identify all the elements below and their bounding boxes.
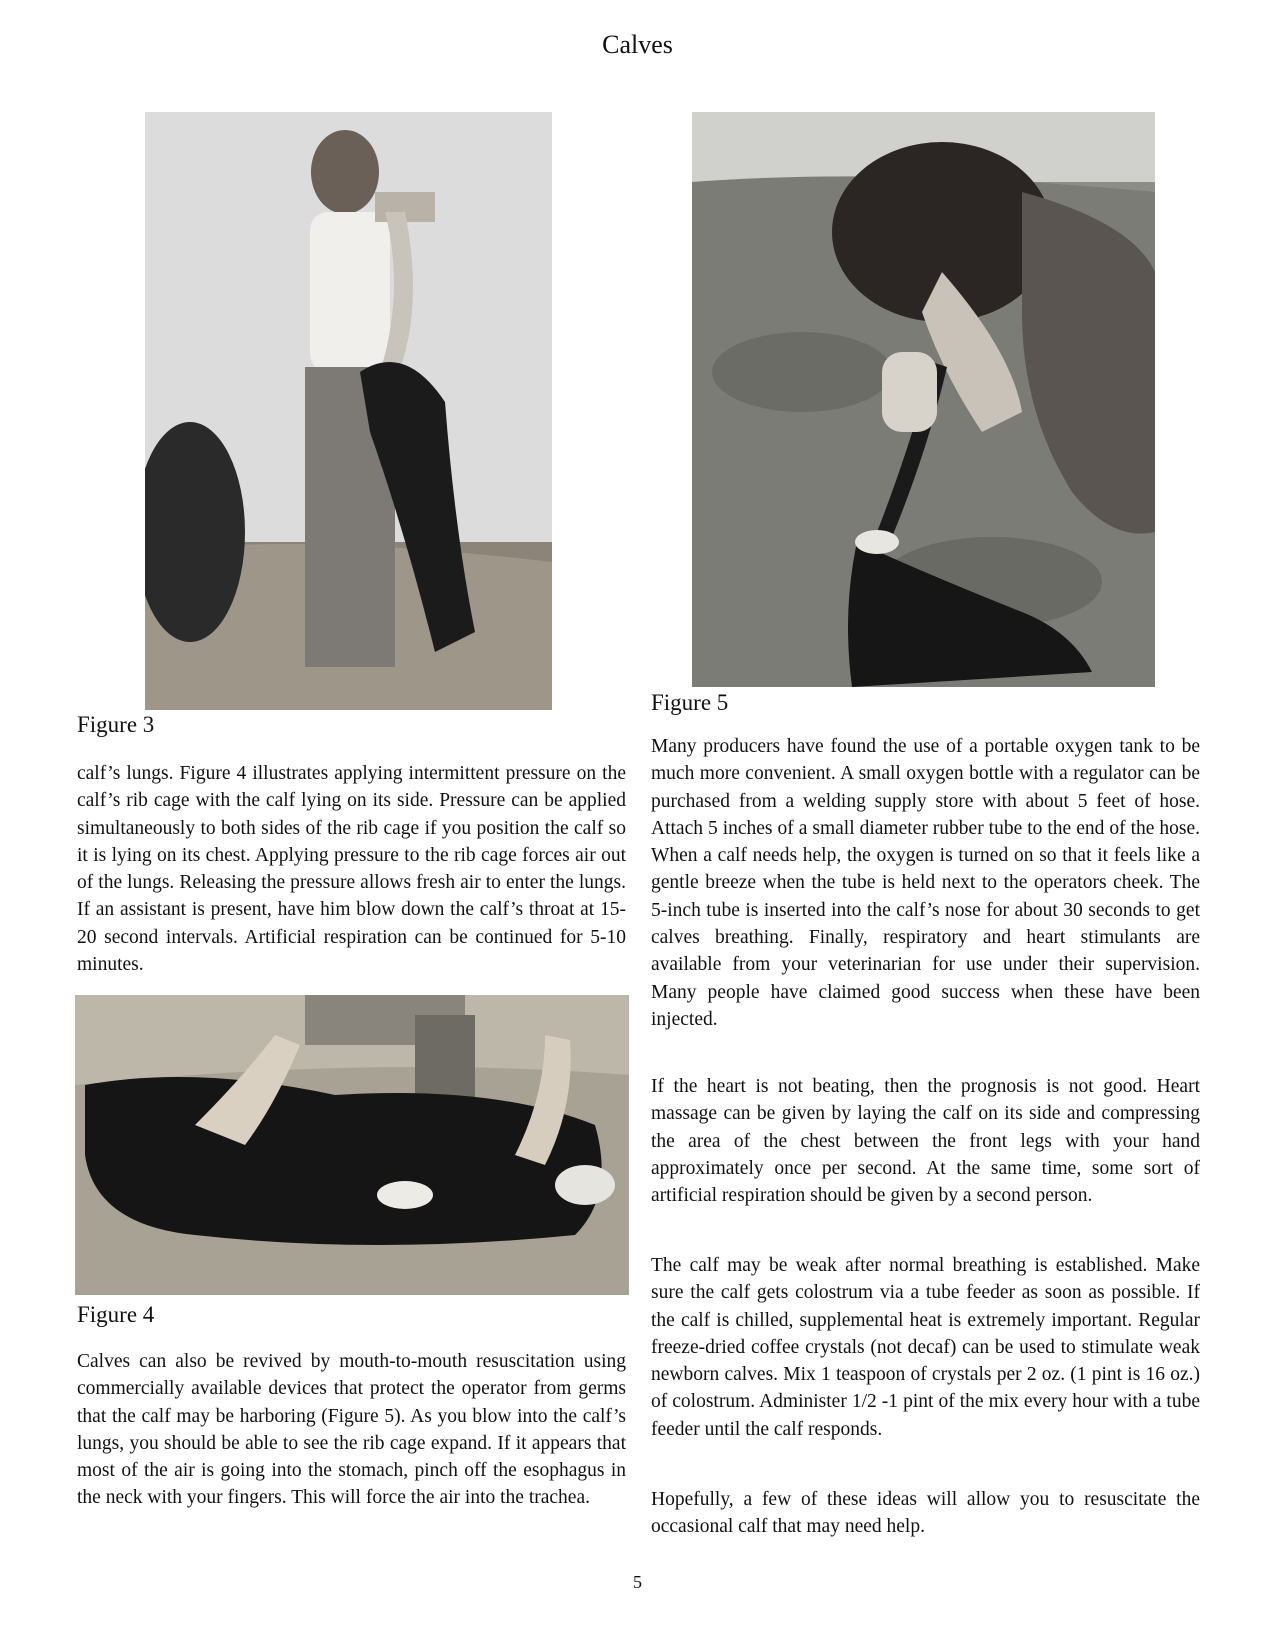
- figure-5-photo: [692, 112, 1155, 687]
- right-paragraph-4: Hopefully, a few of these ideas will allow you to resuscitate the occasional calf that may need help.: [651, 1489, 1200, 1538]
- right-paragraph-2: If the heart is not beating, then the prognosis is not good. Heart massage can be given by laying the calf on its side and compressing the area of the chest between the front legs with your hand approximately once per second. At the same time, some sort of artificial respiration should be given by a second person.: [651, 1076, 1200, 1207]
- figure-5-caption: Figure 5: [651, 690, 729, 715]
- figure-3-caption: Figure 3: [77, 712, 155, 737]
- left-paragraph-2: Calves can also be revived by mouth-to-mouth resuscitation using commercially available devices that protect the operator from germs that the calf may be harboring (Figure 5). As you blow into the calf’s lungs, you should be able to see the rib cage expand. If it appears that most of the air is going into the stomach, pinch off the esophagus in the neck with your fingers. This will force the air into the trachea.: [77, 1351, 626, 1509]
- right-paragraph-3: The calf may be weak after normal breathing is established. Make sure the calf gets colostrum via a tube feeder as soon as possible. If the calf is chilled, supplemental heat is extremely important. Regular freeze-dried coffee crystals (not decaf) can be used to stimulate weak newborn calves. Mix 1 teaspoon of crystals per 2 oz. (1 pint is 16 oz.) of colostrum. Administer 1/2 -1 pint of the mix every hour with a tube feeder until the calf responds.: [651, 1255, 1200, 1440]
- figure-3-photo: [145, 112, 552, 710]
- left-paragraph-1: calf’s lungs. Figure 4 illustrates applying intermittent pressure on the calf’s rib cage with the calf lying on its side. Pressure can be applied simultaneously to both sides of the rib cage if you position the calf so it is lying on its chest. Applying pressure to the rib cage forces air out of the lungs. Releasing the pressure allows fresh air to enter the lungs. If an assistant is present, have him blow down the calf’s throat at 15-20 second intervals. Artificial respiration can be continued for 5-10 minutes.: [77, 763, 626, 976]
- right-paragraph-1: Many producers have found the use of a portable oxygen tank to be much more convenient. A small oxygen bottle with a regulator can be purchased from a welding supply store with about 5 feet of hose. Attach 5 inches of a small diameter rubber tube to the end of the hose. When a calf needs help, the oxygen is turned on so that it feels like a gentle breeze when the tube is held next to the operators cheek. The 5-inch tube is inserted into the calf’s nose for about 30 seconds to get calves breathing. Finally, respiratory and heart stimulants are available from your veterinarian for use under their supervision. Many people have claimed good success when these have been injected.: [651, 736, 1200, 1030]
- figure-4-caption: Figure 4: [77, 1302, 155, 1327]
- figure-4-photo: [75, 995, 629, 1295]
- page-number: 5: [633, 1572, 642, 1592]
- page-title: Calves: [602, 30, 673, 59]
